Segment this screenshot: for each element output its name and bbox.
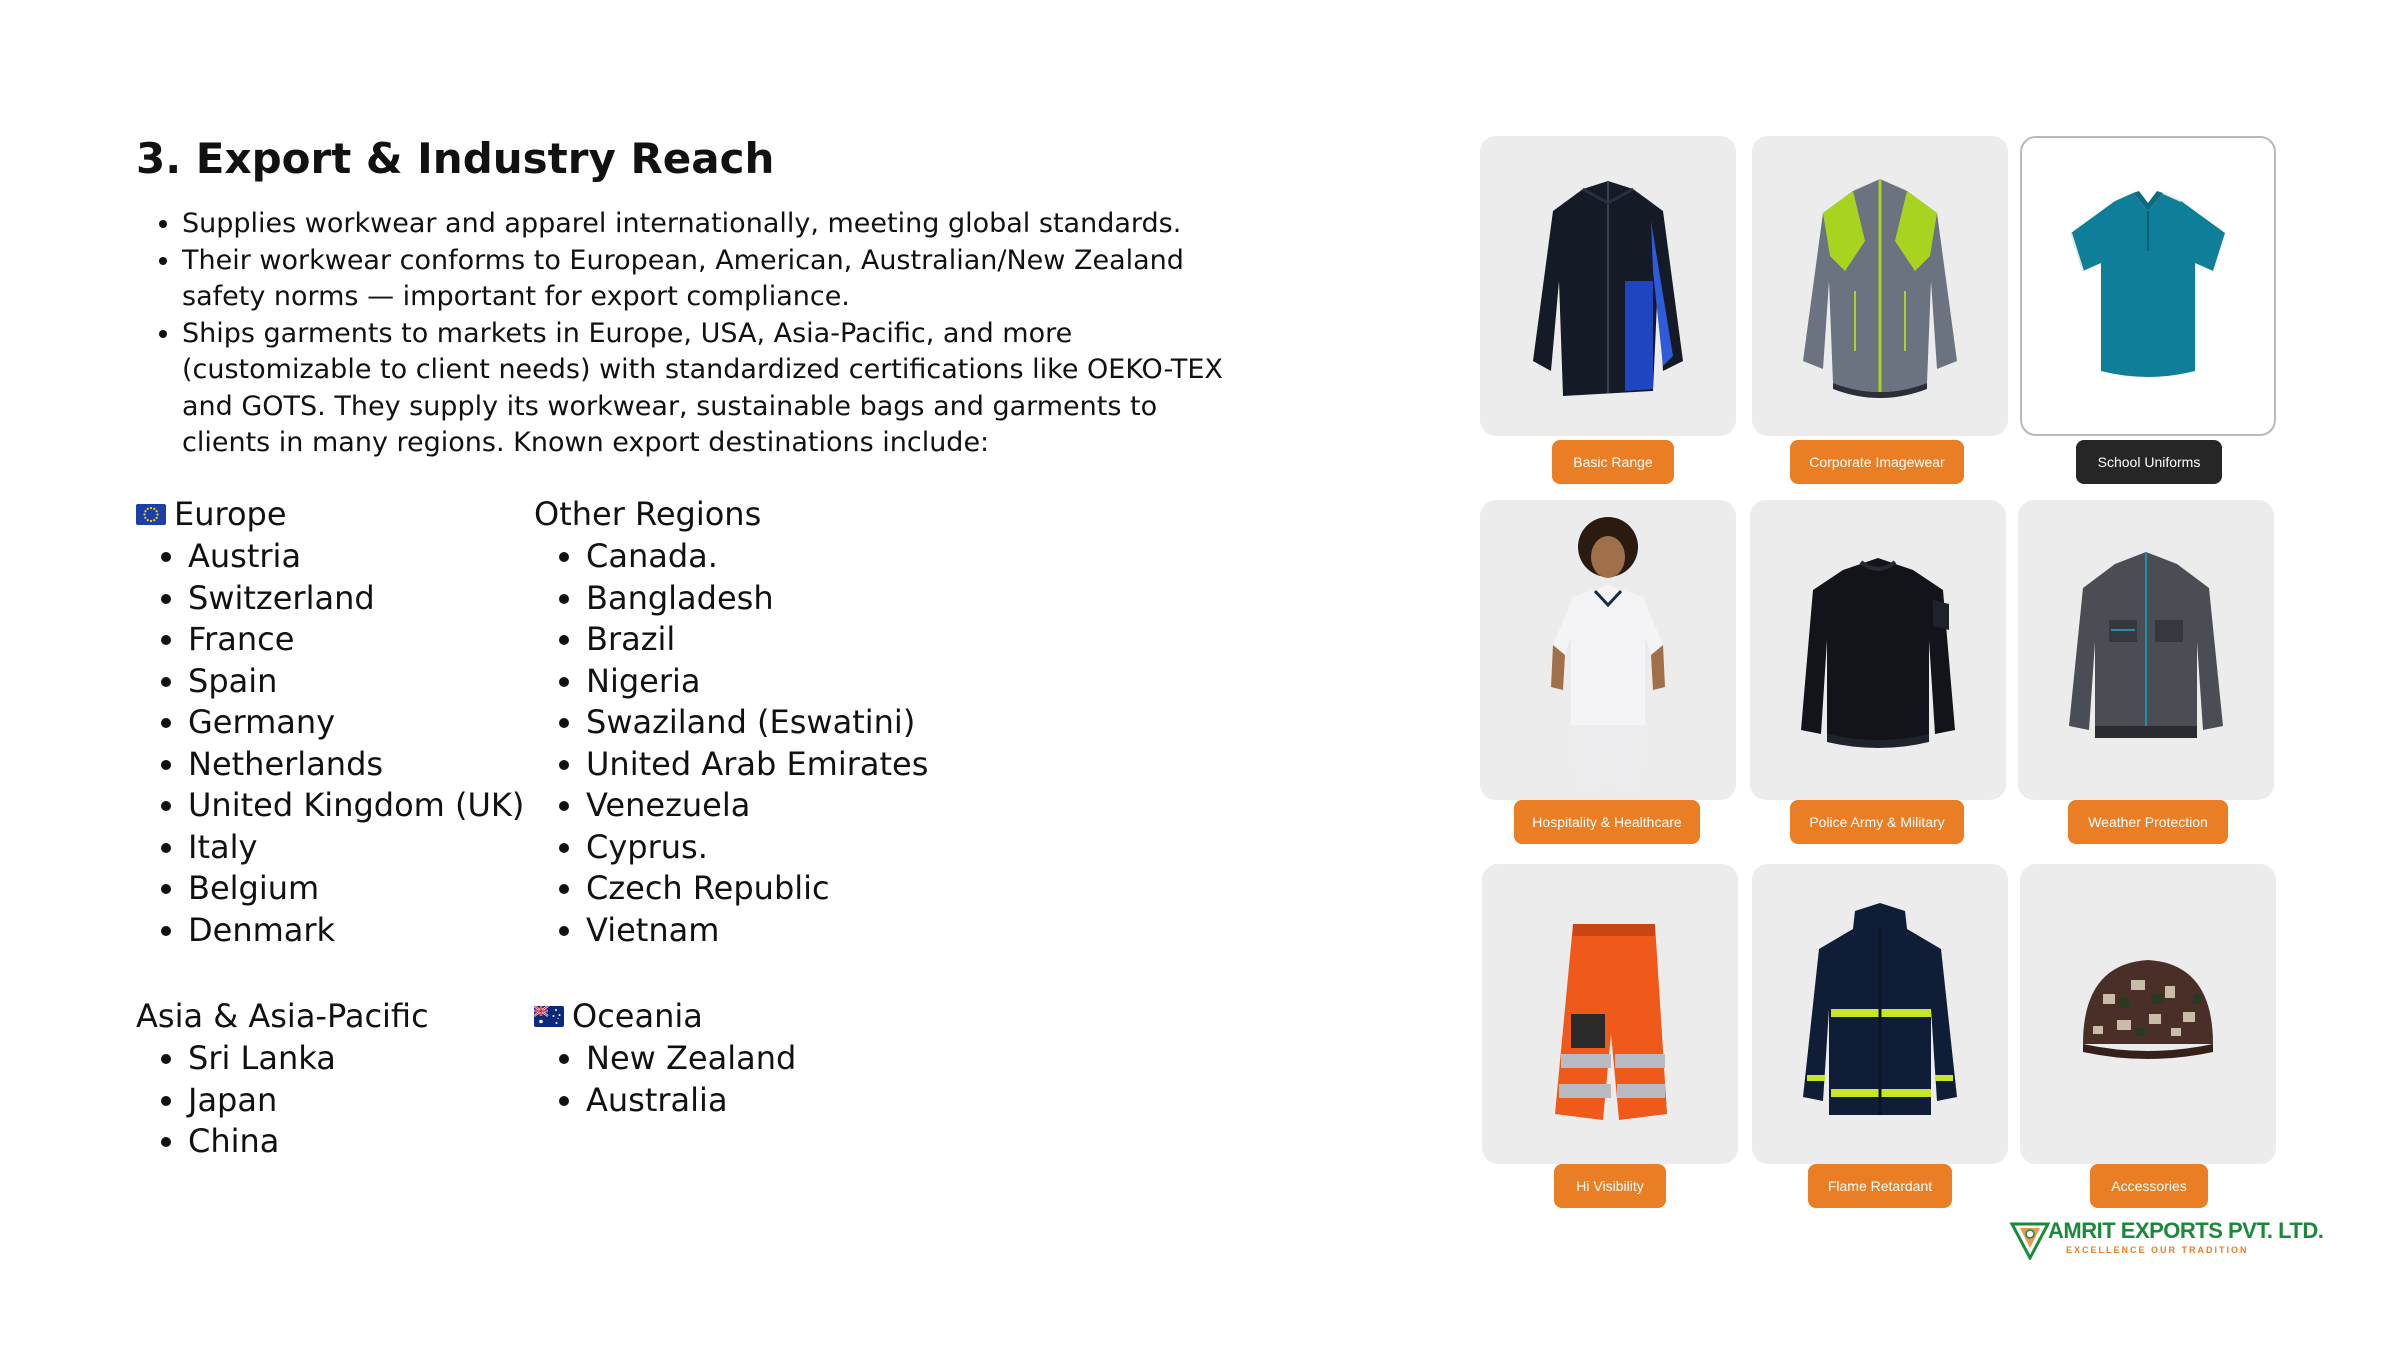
- country-item: • Vietnam: [586, 910, 928, 952]
- region-title: Oceania: [572, 997, 703, 1035]
- country-item: • Nigeria: [586, 661, 928, 703]
- hi-vis-shorts-icon: [1515, 884, 1705, 1144]
- polo-shirt-icon: [2053, 171, 2243, 401]
- country-item: • Sri Lanka: [188, 1038, 429, 1080]
- category-tag-school-uniforms[interactable]: School Uniforms: [2076, 440, 2222, 484]
- product-card-accessories[interactable]: [2020, 864, 2276, 1164]
- country-item: • Belgium: [188, 868, 524, 910]
- product-card-weather-protection[interactable]: [2018, 500, 2274, 800]
- country-item: • Denmark: [188, 910, 524, 952]
- intro-bullets: [136, 206, 1232, 462]
- country-item: • Bangladesh: [586, 578, 928, 620]
- region-europe: [136, 492, 524, 951]
- region-title: Other Regions: [534, 495, 762, 533]
- page-title: 3. Export & Industry Reach: [136, 134, 775, 183]
- intro-bullet: • Supplies workwear and apparel internationally, meeting global standards.: [182, 206, 1232, 243]
- category-tag-basic-range[interactable]: Basic Range: [1552, 440, 1674, 484]
- country-item: • Canada.: [586, 536, 928, 578]
- company-tagline: EXCELLENCE OUR TRADITION: [2066, 1245, 2249, 1255]
- category-tag-hi-visibility[interactable]: Hi Visibility: [1554, 1164, 1666, 1208]
- country-item: • Austria: [188, 536, 524, 578]
- country-item: • Cyprus.: [586, 827, 928, 869]
- country-item: • Netherlands: [188, 744, 524, 786]
- category-tag-weather-protection[interactable]: Weather Protection: [2068, 800, 2228, 844]
- category-tag-hospitality-healthcare[interactable]: Hospitality & Healthcare: [1514, 800, 1700, 844]
- region-title: Europe: [174, 495, 287, 533]
- country-item: • China: [188, 1121, 429, 1163]
- country-item: • France: [188, 619, 524, 661]
- company-name: AMRIT EXPORTS PVT. LTD.: [2048, 1218, 2324, 1243]
- country-item: • Czech Republic: [586, 868, 928, 910]
- country-item: • Japan: [188, 1080, 429, 1122]
- country-item: • Brazil: [586, 619, 928, 661]
- country-item: • Venezuela: [586, 785, 928, 827]
- softshell-jacket-icon: [1513, 161, 1703, 411]
- country-item: • New Zealand: [586, 1038, 796, 1080]
- category-tag-flame-retardant[interactable]: Flame Retardant: [1808, 1164, 1952, 1208]
- region-title: Asia & Asia-Pacific: [136, 997, 429, 1035]
- camouflage-cap-icon: [2053, 924, 2243, 1104]
- category-tag-police-army-military[interactable]: Police Army & Military: [1790, 800, 1964, 844]
- eu-flag-icon: [136, 504, 166, 525]
- country-item: • Germany: [188, 702, 524, 744]
- country-item: • United Kingdom (UK): [188, 785, 524, 827]
- category-tag-accessories[interactable]: Accessories: [2090, 1164, 2208, 1208]
- country-list: [534, 1038, 796, 1121]
- intro-bullet: • Ships garments to markets in Europe, USA, Asia-Pacific, and more (customizable to client needs) with standardized certifications like OEKO-TEX and GOTS. They supply its workwear, sustainable bags and garments to clients in many regions. Known export destinations include:: [182, 316, 1232, 462]
- country-list: [136, 1038, 429, 1163]
- product-card-school-uniforms[interactable]: [2020, 136, 2276, 436]
- firefighter-jacket-icon: [1785, 889, 1975, 1139]
- region-oceania: [534, 994, 796, 1121]
- country-item: • Swaziland (Eswatini): [586, 702, 928, 744]
- region-asia: [136, 994, 429, 1163]
- intro-bullet: • Their workwear conforms to European, American, Australian/New Zealand safety norms — important for export compliance.: [182, 243, 1232, 316]
- military-sweater-icon: [1783, 530, 1973, 770]
- product-card-corporate-imagewear[interactable]: [1752, 136, 2008, 436]
- fleece-jacket-icon: [1785, 161, 1975, 411]
- product-card-police-army-military[interactable]: [1750, 500, 2006, 800]
- country-item: • Australia: [586, 1080, 796, 1122]
- country-list: [534, 536, 928, 951]
- country-item: • Switzerland: [188, 578, 524, 620]
- country-item: • Spain: [188, 661, 524, 703]
- australia-flag-icon: [534, 1006, 564, 1027]
- country-item: • Italy: [188, 827, 524, 869]
- work-jacket-icon: [2051, 530, 2241, 770]
- country-list: [136, 536, 524, 951]
- category-tag-corporate-imagewear[interactable]: Corporate Imagewear: [1790, 440, 1964, 484]
- product-card-hospitality-healthcare[interactable]: [1480, 500, 1736, 800]
- product-card-flame-retardant[interactable]: [1752, 864, 2008, 1164]
- product-card-basic-range[interactable]: [1480, 136, 1736, 436]
- country-item: • United Arab Emirates: [586, 744, 928, 786]
- region-other: [534, 492, 928, 951]
- medical-tunic-person-icon: [1513, 505, 1703, 795]
- product-card-hi-visibility[interactable]: [1482, 864, 1738, 1164]
